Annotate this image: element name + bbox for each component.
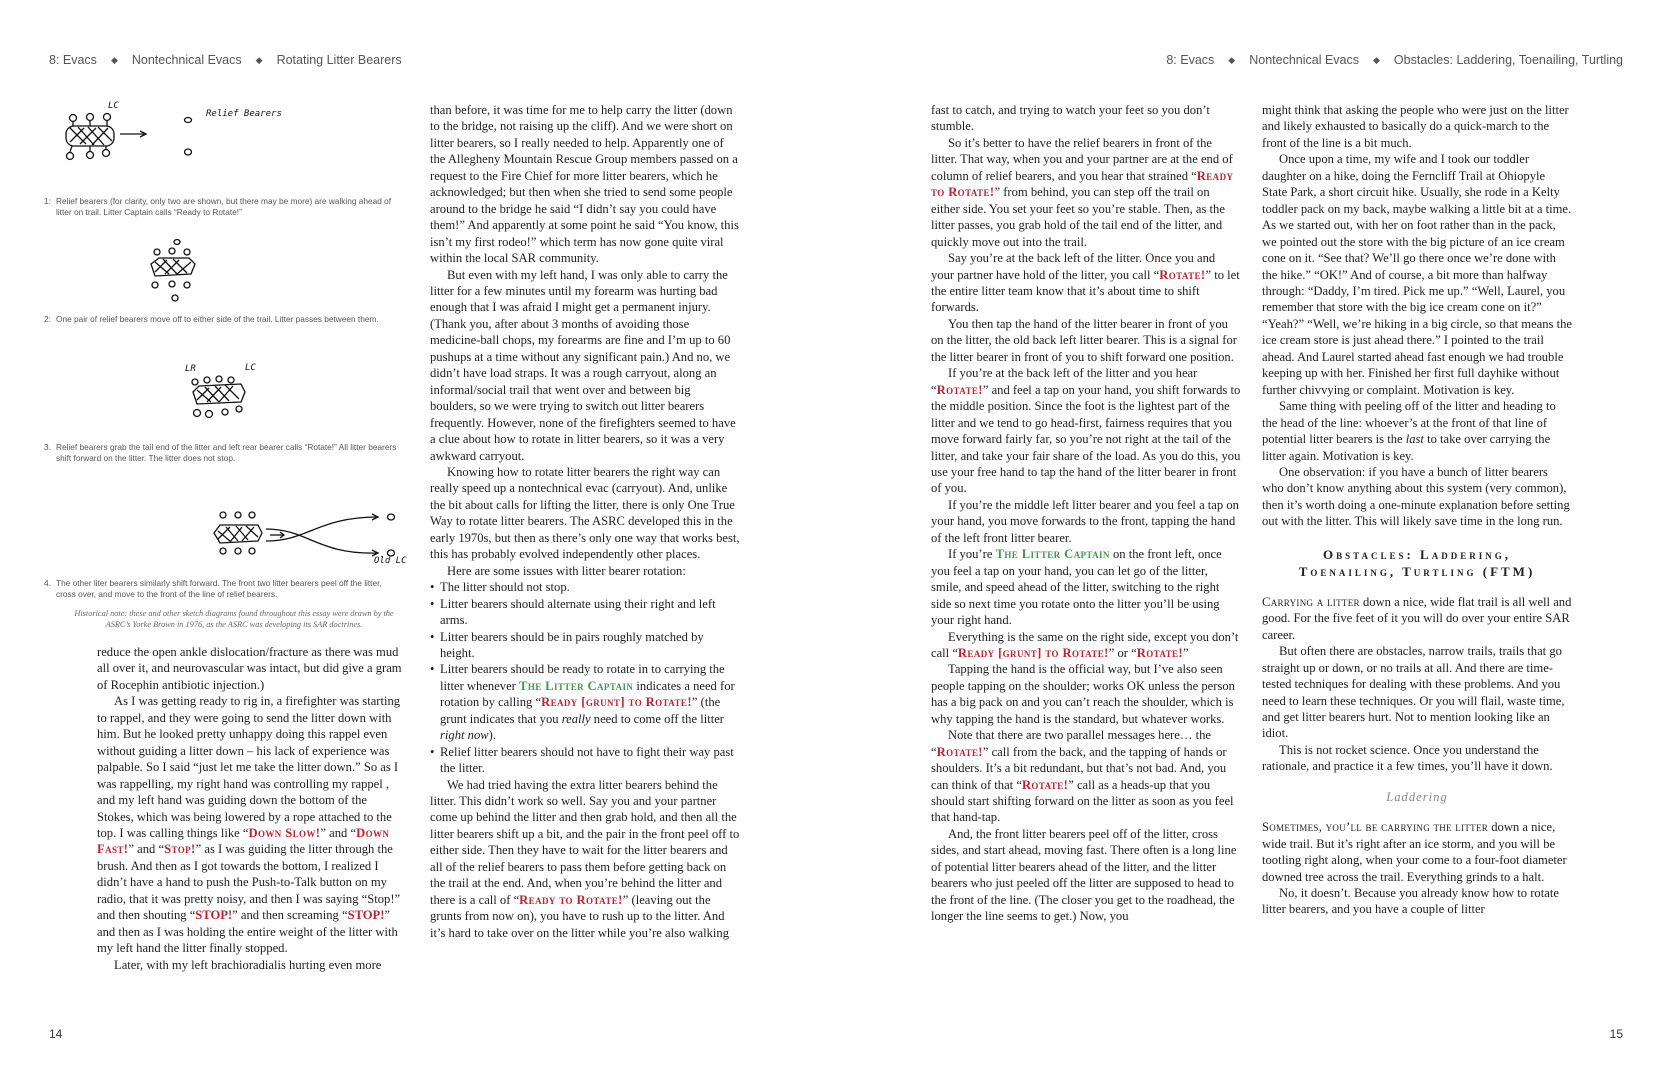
paragraph: Say you’re at the back left of the litter. Once you and your partner have hold of the litter, you call “Rotate!” to let the entire litter team know that it’s about time to shift forwards. — [931, 251, 1240, 315]
rotation-issues-list — [430, 579, 740, 776]
paragraph: No, it doesn’t. Because you already know how to rotate litter bearers, and you have a couple of litter — [1262, 886, 1559, 917]
running-head-chapter: 8: Evacs — [49, 53, 97, 67]
call-ready-grunt-rotate: Ready [grunt] to Rotate! — [957, 645, 1109, 660]
paragraph: Once upon a time, my wife and I took our toddler daughter on a hike, doing the Ferncliff Trail at Ohiopyle State Park, a short circuit hike. Usually, she rode in a Kelty toddler pack on my back, maybe walking a little bit at a time. As we started out, with her on foot rather than in the pack, we pointed out the store with the big picture of an ice cream cone on it. “See that? We’ll go there once we’re done with the hike.” “OK!” And of course, a bit more than halfway through: “Daddy, I’m tired. Pick me up.” “Well, Laurel, you remember that store with the big ice cream cone on it?” “Yeah?” “Well, we’re hiking in a big circle, so that means the ice cream store is just ahead there.” I pointed to the trail ahead. And Laurel started ahead fast enough we had trouble keeping up with her. Finished her first full dayhike without further chivvying or complaint. Motivation is key. — [1262, 152, 1572, 397]
section-heading: Obstacles: Laddering, Toenailing, Turtling (FTM) — [1298, 546, 1536, 579]
paragraph: Later, with my left brachioradialis hurting even more — [114, 957, 382, 972]
diamond-separator-icon: ◆ — [1373, 55, 1380, 65]
figure-caption-text: Relief bearers grab the tail end of the litter and left rear bearer calls “Rotate!” All litter bearers shift forward on the litter. The litter does not stop. — [56, 442, 397, 463]
running-head-topic: Obstacles: Laddering, Toenailing, Turtling — [1393, 53, 1623, 67]
sketch-label-lc: LC — [245, 363, 256, 373]
list-item: • Litter bearers should be ready to rotate in to carrying the litter whenever The Litter Captain indicates a need for rotation by calling “Ready [grunt] to Rotate!” (the grunt indicates that you really need to come off the litter right now). — [430, 661, 740, 743]
call-rotate: Rotate! — [1021, 777, 1069, 792]
paragraph: Here are some issues with litter bearer rotation: — [447, 563, 686, 578]
call-stop-shout: STOP! — [195, 908, 233, 923]
svg-text:Old LC: Old LC — [374, 556, 407, 566]
lead-in: Carrying a litter — [1262, 594, 1360, 609]
call-ready-to-rotate: Ready to Rotate! — [519, 892, 623, 907]
running-head-chapter: 8: Evacs — [1166, 53, 1215, 67]
call-stop-scream: STOP! — [347, 908, 385, 923]
paragraph: As I was getting ready to rig in, a firefighter was starting to rappel, and they were going to send the litter down with him. But he looked pretty unhappy doing this rappel even without guiding a litter down – his lack of experience was palpable. So I said “just let me take the litter down.” So as I was rappelling, my right hand was controlling my rappel , and my left hand was guiding down the bottom of the Stokes, which was being lowered by a rope attached to the top. I was calling things like “Down Slow!” and “Down Fast!” and “Stop!” as I was guiding the litter through the brush. And then as I got towards the bottom, I realized I didn’t have a hand to push the Push-to-Talk button on my radio, that it was pretty noisy, and then I was saying “Stop!” and then shouting “STOP!” and then screaming “STOP!” and then as I was holding the entire weight of the litter with my left hand the litter finally stopped. — [97, 694, 401, 956]
paragraph: But often there are obstacles, narrow trails, trails that go straight up or down, or no trails at all. And there are time-tested techniques for dealing with these problems. And you need to learn these techniques. Or you will flail, waste time, and get litter bearers hurt. Not to mention looking like an idiot. — [1262, 644, 1565, 741]
diamond-separator-icon: ◆ — [110, 55, 118, 65]
list-item: • Litter bearers should alternate using their right and left arms. — [430, 596, 740, 629]
page-number-left: 14 — [49, 1027, 63, 1041]
call-rotate: Rotate! — [1136, 645, 1183, 660]
running-head-right — [1166, 53, 1623, 67]
call-down-slow: Down Slow! — [248, 825, 321, 840]
figure-number: 4. — [44, 578, 51, 588]
list-item: • The litter should not stop. — [430, 579, 740, 595]
paragraph: This is not rocket science. Once you understand the rationale, and practice it a few times, you’ll have it down. — [1262, 742, 1553, 774]
figure-caption-text: One pair of relief bearers move off to either side of the trail. Litter passes between them. — [56, 314, 379, 324]
paragraph: might think that asking the people who were just on the litter and likely exhausted to basically do a quick-march to the front of the line is a bit much. — [1262, 103, 1569, 150]
running-head-section: Nontechnical Evacs — [131, 53, 242, 67]
text-column-1 — [97, 644, 403, 973]
figure-caption-2 — [44, 314, 402, 325]
text-column-2 — [430, 102, 740, 941]
figure-caption-text: Relief bearers (for clarity, only two are shown, but there may be more) are walking ahead of litter on trail. Litter Captain calls “Ready to Rotate!” — [56, 196, 392, 217]
paragraph: Everything is the same on the right side, except you don’t call “Ready [grunt] to Rotate!” or “Rotate!” — [931, 629, 1239, 660]
call-stop: Stop! — [164, 842, 196, 857]
paragraph: Knowing how to rotate litter bearers the right way can really speed up a nontechnical evac (carryout). And, unlike the bit about calls for lifting the litter, there is only One True Way to rotate litter bearers. The ASRC developed this in the early 1970s, but then as there’s only one way that works best, this has probably evolved independently other places. — [430, 464, 740, 562]
figure-caption-1 — [44, 196, 402, 218]
paragraph: And, the front litter bearers peel off of the litter, cross sides, and start ahead, moving fast. There often is a long line of potential litter bearers ahead of the litter, and the litter bearers who just peeled off the litter are supposed to head to the front of the line. (The closer you get to the roadhead, the longer the line seems to get.) Now, you — [931, 826, 1237, 924]
text-column-4 — [1262, 102, 1572, 918]
paragraph: You then tap the hand of the litter bearer in front of you on the litter, the old back left litter bearer. This is a signal for the litter bearer in front of you to shift forward one position. — [931, 316, 1237, 364]
litter-captain-term: The Litter Captain — [995, 547, 1110, 562]
sketch-label-relief-bearers: Relief Bearers — [206, 109, 282, 119]
paragraph: If you’re at the back left of the litter and you hear “Rotate!” and feel a tap on your hand, you shift forwards to the middle position. Since the foot is the lightest part of the litter and we tend to go head-first, fairness requires that you move forward fairly far, so you’re not right at the tail of the litter, and take your fair share of the load. As you do this, you use your free hand to tap the hand of the litter bearer in front of you. — [931, 366, 1241, 496]
call-rotate: Rotate! — [1159, 267, 1206, 282]
sketch-diagram-1 — [60, 100, 300, 170]
figure-number: 2: — [44, 314, 51, 324]
subsection-heading: Laddering — [1386, 789, 1448, 804]
paragraph: So it’s better to have the relief bearers in front of the litter. That way, when you and your partner are at the end of column of relief bearers, and you hear that strained “Ready to Rotate!” from behind, you can step off the trail on either side. You set your feet so you’re stable. Then, as the litter passes, you grab hold of the tail end of the litter, and quickly move out into the trail. — [931, 135, 1234, 249]
lead-in: Sometimes, you’ll be carrying the litter — [1262, 820, 1489, 835]
paragraph: Sometimes, you’ll be carrying the litter down a nice, wide trail. But it’s right after an ice storm, and you will be tootling right along, when your come to a four-foot diameter downed tree across the trail. Everything grinds to a halt. — [1262, 820, 1567, 884]
running-head-section: Nontechnical Evacs — [1249, 53, 1359, 67]
figure-number: 3. — [44, 442, 51, 452]
figure-caption-text: The other liter bearers similarly shift forward. The front two litter bearers peel off the litter, cross over, and move to the front of the line of relief bearers. — [56, 578, 382, 599]
text-column-3 — [931, 102, 1241, 925]
paragraph: If you’re the middle left litter bearer and you feel a tap on your hand, you move forwards to the front, tapping the hand of the left front litter bearer. — [931, 497, 1239, 545]
paragraph: One observation: if you have a bunch of litter bearers who don’t know anything about this system (very common), then it’s worth doing a one-minute explanation before setting out with the litter. This will likely save time in the long run. — [1262, 464, 1570, 529]
running-head-left — [49, 53, 402, 67]
sketch-diagram-3 — [185, 362, 265, 424]
call-ready-grunt-rotate: Ready [grunt] to Rotate! — [541, 695, 692, 710]
figure-number: 1: — [44, 196, 51, 206]
running-head-topic: Rotating Litter Bearers — [276, 53, 402, 67]
sketch-label-lc: LC — [108, 101, 119, 111]
sketch-label-lr: LR — [185, 364, 196, 374]
list-item: • Litter bearers should be in pairs roughly matched by height. — [430, 629, 740, 662]
emphasis: last — [1405, 432, 1424, 447]
paragraph: Note that there are two parallel messages here… the “Rotate!” call from the back, and the tapping of hands or shoulders. It’s a bit redundant, but that’s not bad. And, you can think of that “Rotate!” call as a heads-up that you should start shifting forward on the litter as soon as you feel that hand-tap. — [931, 728, 1234, 825]
paragraph: If you’re The Litter Captain on the front left, once you feel a tap on your hand, you can let go of the litter, smile, and speed ahead of the litter, switching to the right side so next time you rotate onto the litter you’ll be using your right hand. — [931, 547, 1222, 628]
call-down-fast: Down Fast! — [97, 825, 390, 857]
call-rotate: Rotate! — [936, 744, 983, 759]
call-rotate: Rotate! — [936, 382, 983, 397]
paragraph: Carrying a litter down a nice, wide flat trail is all well and good. For the five feet of it you will do over your entire SAR career. — [1262, 594, 1572, 642]
figure-caption-4 — [44, 578, 402, 600]
sketch-diagram-2 — [145, 238, 205, 306]
diamond-separator-icon: ◆ — [255, 55, 263, 65]
paragraph: Tapping the hand is the official way, but I’ve also seen people tapping on the shoulder; works OK unless the person has a big pack on and you can’t reach the shoulder, which is why tapping the hand is the standard, but whatever works. — [931, 662, 1235, 726]
figure-caption-3 — [44, 442, 402, 464]
paragraph: fast to catch, and trying to watch your feet so you don’t stumble. — [931, 103, 1210, 134]
list-item: • Relief litter bearers should not have to fight their way past the litter. — [430, 744, 740, 777]
emphasis: really — [561, 711, 591, 726]
paragraph: than before, it was time for me to help carry the litter (down to the bridge, not raising up the cliff). And we were short on litter bearers, so I really needed to help. Apparently one of the Allegheny Mountain Rescue Group members passed on a request to the Fire Chief for more litter bearers, which he acknowledged; but then when she tried to send some people around to the bridge he said “I didn’t say you could have them!” And apparently at some point he said “You know, this isn’t my first rodeo!” which term has now gone quite viral within the local SAR community. — [430, 103, 739, 266]
emphasis: right now — [440, 728, 489, 743]
call-ready-to-rotate: Ready to Rotate! — [931, 168, 1234, 200]
paragraph: We had tried having the extra litter bearers behind the litter. This didn’t work so well. Say you and your partner come up behind the litter and then grab hold, and then all the litter bearers shift up a bit, and the pair in the front peel off to either side. Then they have to wait for the litter bearers and all of the relief bearers to pass them before getting back on the trail at the end. And, when you’re behind the litter and there is a call of “Ready to Rotate!” (leaving out the grunts from now on), you have to rush up to the litter. And it’s hard to take over on the litter while you’re also walking — [430, 777, 740, 940]
historical-note: Historical note: these and other sketch diagrams found throughout this essay were drawn by the ASRC’s Yorke Brown in 1976, as the ASRC was developing its SAR doctrines. — [74, 609, 394, 629]
sketch-label-old-lc — [374, 553, 414, 567]
litter-captain-term: The Litter Captain — [519, 678, 634, 693]
paragraph: Same thing with peeling off of the litter and heading to the head of the line: whoever’s at the front of that line of potential litter bearers is the last to take over carrying the litter again. Motivation is key. — [1262, 399, 1556, 463]
paragraph: reduce the open ankle dislocation/fracture as there was mud all over it, and neurovascular was intact, but did give a gram of Rocephin antibiotic injection.) — [97, 645, 402, 692]
page-number-right: 15 — [1609, 1027, 1623, 1041]
paragraph: But even with my left hand, I was only able to carry the litter for a few minutes until my forearm was hurting bad enough that I was afraid I might get a permanent injury. (Thank you, after about 3 months of avoiding those medicine-ball chops, my forearms are fine and I’m up to 60 pushups at a time without any significant pain.) And no, we didn’t have load straps. It was a rough carryout, along an informal/social trail that went over and between big boulders, so we were trying to switch out litter bearers frequently. However, none of the firefighters seemed to have a clue about how to rotate in litter bearers, so it was a very awkward carryout. — [430, 267, 736, 463]
diamond-separator-icon: ◆ — [1228, 55, 1236, 65]
